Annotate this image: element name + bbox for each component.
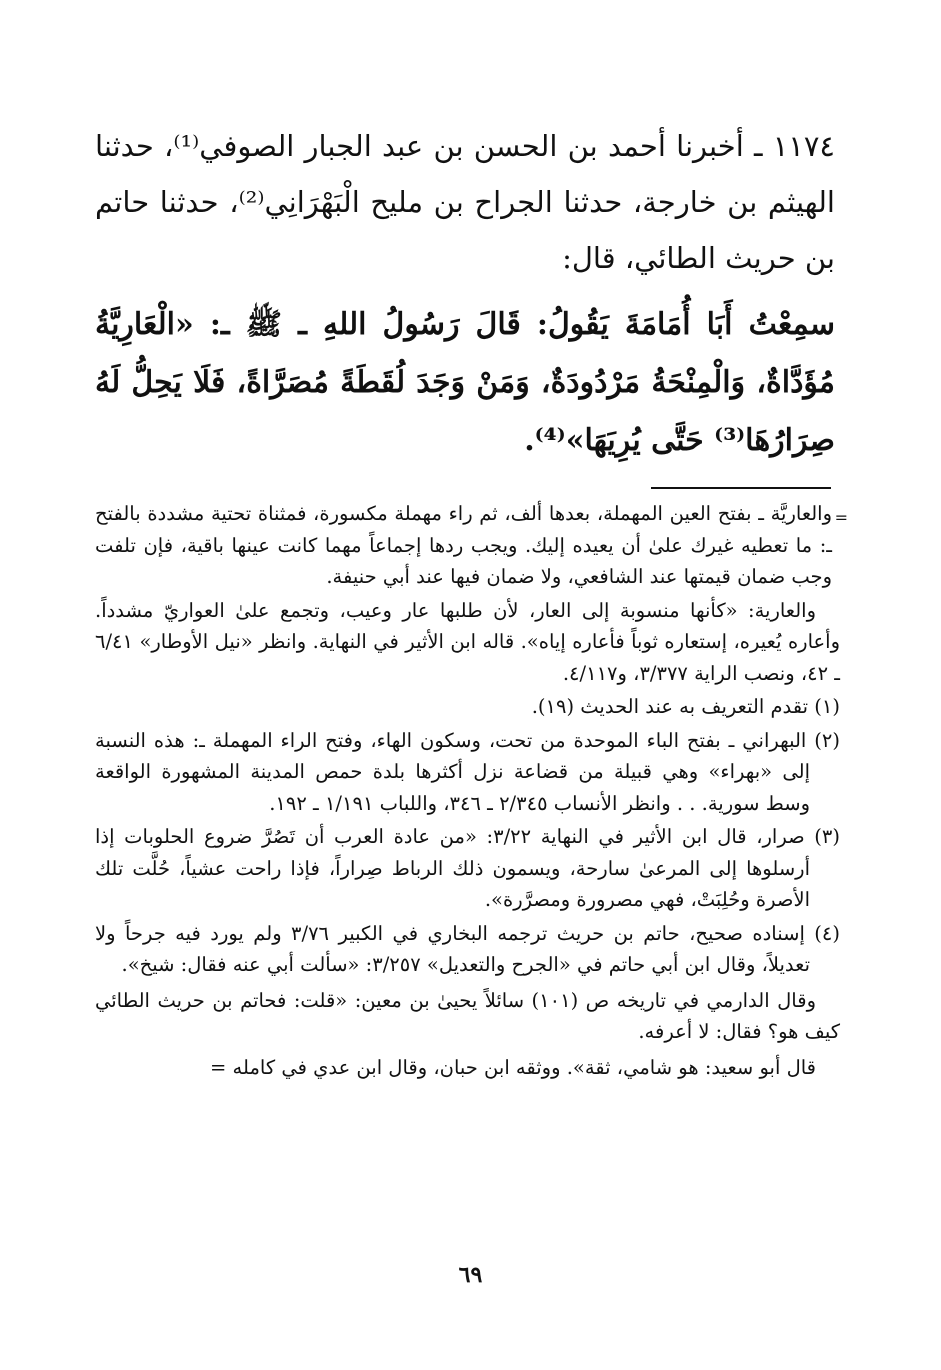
footnote-divider xyxy=(651,487,831,489)
footnote-continuation-2: والعارية: «كأنها منسوبة إلى العار، لأن طلبها عار وعيب، وتجمع علىٰ العواريّ مشدداً. وأعاره يُعيره، إستعاره ثوباً فأعاره إياه». قاله ابن الأثير في النهاية. وانظر «نيل الأوطار» ٦/٤١ ـ ٤٢، ونصب الراية ٣/٣٧٧، و٤/١١٧. xyxy=(95,598,840,685)
footnote-3: (٣) صرار، قال ابن الأثير في النهاية ٣/٢٢: «من عادة العرب أن تَصُرَّ ضروع الحلوبات إذا أرسلوها إلى المرعىٰ سارحة، ويسمون ذلك الرباط صِراراً، فإذا راحت عشياً، حُلَّت تلك الأصرة وحُلِبَتْ، فهي مصرورة ومصرَّرة». xyxy=(95,825,840,911)
isnad-paragraph: ١١٧٤ ـ أخبرنا أحمد بن الحسن بن عبد الجبار الصوفي⁽¹⁾، حدثنا الهيثم بن خارجة، حدثنا الجراح بن مليح الْبَهْرَانِي⁽²⁾، حدثنا حاتم بن حريث الطائي، قال: xyxy=(95,129,836,275)
footnote-2: (٢) البهراني ـ بفتح الباء الموحدة من تحت، وسكون الهاء، وفتح الراء المهملة ـ: هذه النسبة إلى «بهراء» وهي قبيلة من قضاعة نزل أكثرها بلدة حمص المدينة المشهورة الواقعة وسط سورية. . . وانظر الأنساب ٢/٣٤٥ ـ ٣٤٦، واللباب ١/١٩١ ـ ١٩٢. xyxy=(95,728,840,815)
hadith-text: سمِعْتُ أَبَا أُمَامَةَ يَقُولُ: قَالَ رَسُولُ اللهِ ـ ﷺ ـ: «الْعَارِيَّةُ مُؤَدَّاةٌ، وَالْمِنْحَةُ مَرْدُودَةٌ، وَمَنْ وَجَدَ لُقَطَةً مُصَرَّاةً، فَلَا يَحِلُّ لَهُ صِرَارُهَا⁽³⁾ حَتَّى يُرِيَهَا»⁽⁴⁾. xyxy=(95,307,835,458)
footnote-4: (٤) إسناده صحيح، حاتم بن حريث ترجمه البخاري في الكبير ٣/٧٦ ولم يورد فيه جرحاً ولا تعديلاً، وقال ابن أبي حاتم في «الجرح والتعديل» ٣/٢٥٧: «سألت أبي عنه فقال: شيخ». xyxy=(95,921,840,976)
footnote-4-sub-2: قال أبو سعيد: هو شامي، ثقة». ووثقه ابن حبان، وقال ابن عدي في كامله = xyxy=(210,1055,816,1079)
footnotes xyxy=(95,498,848,1083)
footnote-continuation: والعاريَّة ـ بفتح العين المهملة، بعدها ألف، ثم راء مهملة مكسورة، فمثناة تحتية مشددة بالفتح ـ: ما تعطيه غيرك علىٰ أن يعيده إليك. ويجب ردها إجماعاً مهما كانت عينها باقية، فإن تلفت وجب ضمان قيمتها عند الشافعي، ولا ضمان فيها عند أبي حنيفة. xyxy=(95,502,832,588)
main-text xyxy=(95,118,835,470)
footnote-1: (١) تقدم التعريف به عند الحديث (١٩). xyxy=(531,695,840,718)
footnote-4-sub-1: وقال الدارمي في تاريخه ص (١٠١) سائلاً يحيىٰ بن معين: «قلت: فحاتم بن حريث الطائي كيف هو؟ فقال: لا أعرفه. xyxy=(95,988,840,1043)
continuation-mark: = xyxy=(834,508,848,527)
page-number: ٦٩ xyxy=(458,1262,483,1288)
